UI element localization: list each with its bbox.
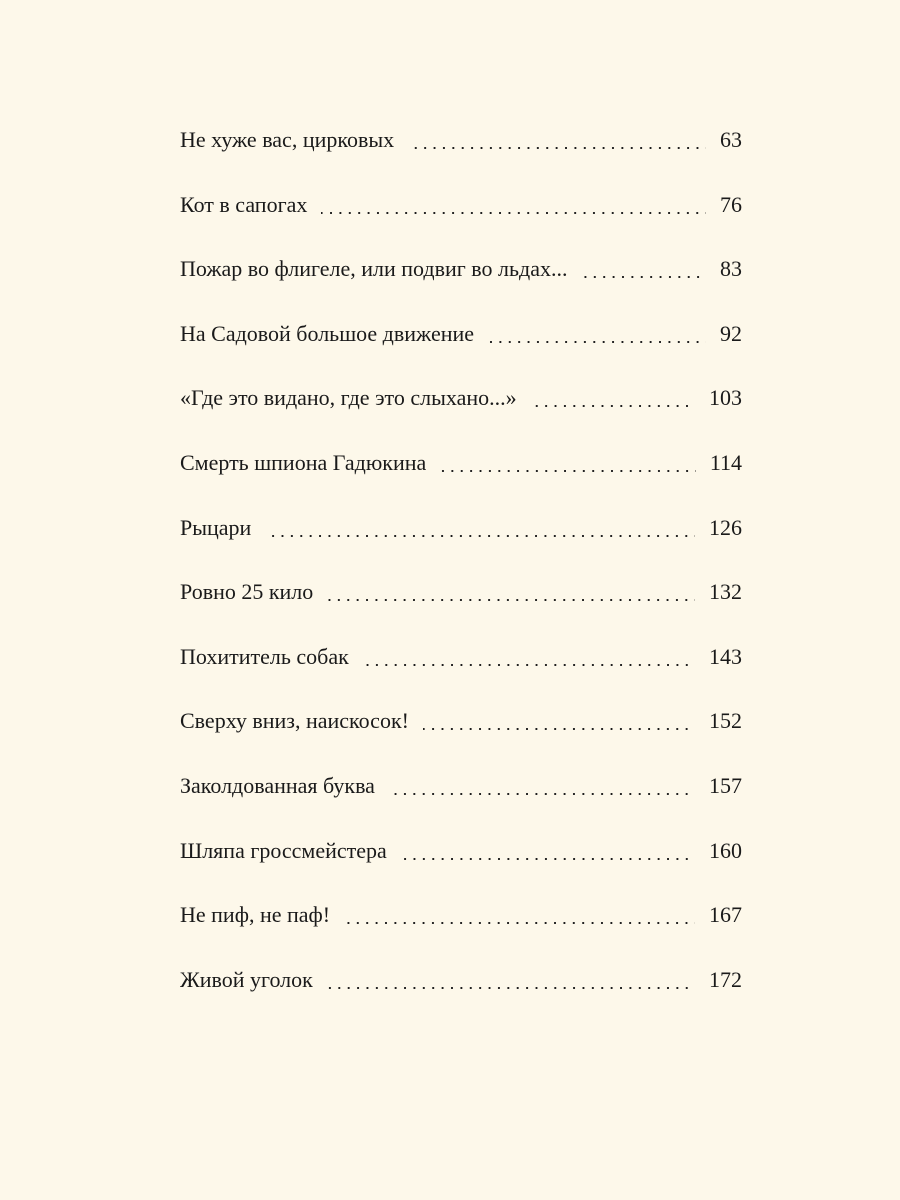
toc-dot-leader [423, 703, 695, 739]
toc-entry[interactable] [180, 574, 742, 639]
toc-entry-page-number: 103 [695, 380, 742, 416]
toc-entry[interactable] [180, 897, 742, 962]
toc-entry-title: Ровно 25 кило [180, 574, 327, 610]
toc-dot-leader [327, 574, 695, 610]
toc-entry-title: Похититель собак [180, 639, 363, 675]
toc-dot-leader [321, 187, 706, 223]
toc-entry[interactable] [180, 962, 742, 1027]
toc-entry[interactable] [180, 703, 742, 768]
toc-dot-leader [531, 380, 695, 416]
toc-entry-title: На Садовой большое движение [180, 316, 488, 352]
toc-entry-page-number: 157 [695, 768, 742, 804]
toc-entry-title: Пожар во флигеле, или подвиг во льдах... [180, 251, 582, 287]
toc-entry[interactable] [180, 639, 742, 704]
toc-entry-page-number: 167 [695, 897, 742, 933]
toc-entry-title: Шляпа гроссмейстера [180, 833, 401, 869]
toc-entry[interactable] [180, 510, 742, 575]
toc-entry-title: «Где это видано, где это слыхано...» [180, 380, 531, 416]
toc-entry-title: Рыцари [180, 510, 265, 546]
toc-entry[interactable] [180, 833, 742, 898]
toc-entry-title: Не пиф, не паф! [180, 897, 344, 933]
toc-entry[interactable] [180, 380, 742, 445]
toc-entry-title: Смерть шпиона Гадюкина [180, 445, 440, 481]
toc-dot-leader [344, 897, 695, 933]
table-of-contents [180, 122, 742, 1026]
toc-dot-leader [389, 768, 695, 804]
toc-entry-page-number: 76 [706, 187, 742, 223]
toc-dot-leader [582, 251, 707, 287]
toc-entry[interactable] [180, 768, 742, 833]
toc-dot-leader [408, 122, 706, 158]
toc-dot-leader [265, 510, 695, 546]
toc-entry-page-number: 63 [706, 122, 742, 158]
toc-entry-page-number: 126 [695, 510, 742, 546]
toc-entry[interactable] [180, 445, 742, 510]
toc-entry-page-number: 143 [695, 639, 742, 675]
toc-entry-page-number: 132 [695, 574, 742, 610]
toc-entry-page-number: 114 [696, 445, 742, 481]
toc-dot-leader [327, 962, 695, 998]
toc-entry-title: Кот в сапогах [180, 187, 321, 223]
toc-entry-title: Сверху вниз, наискосок! [180, 703, 423, 739]
toc-entry-title: Заколдованная буква [180, 768, 389, 804]
toc-dot-leader [440, 445, 696, 481]
toc-entry[interactable] [180, 251, 742, 316]
toc-entry-title: Не хуже вас, цирковых [180, 122, 408, 158]
toc-dot-leader [488, 316, 706, 352]
toc-entry[interactable] [180, 187, 742, 252]
toc-entry[interactable] [180, 316, 742, 381]
toc-dot-leader [401, 833, 695, 869]
toc-entry-page-number: 172 [695, 962, 742, 998]
toc-entry-page-number: 83 [706, 251, 742, 287]
toc-entry[interactable] [180, 122, 742, 187]
toc-dot-leader [363, 639, 695, 675]
toc-entry-page-number: 92 [706, 316, 742, 352]
toc-entry-page-number: 152 [695, 703, 742, 739]
toc-entry-page-number: 160 [695, 833, 742, 869]
toc-entry-title: Живой уголок [180, 962, 327, 998]
